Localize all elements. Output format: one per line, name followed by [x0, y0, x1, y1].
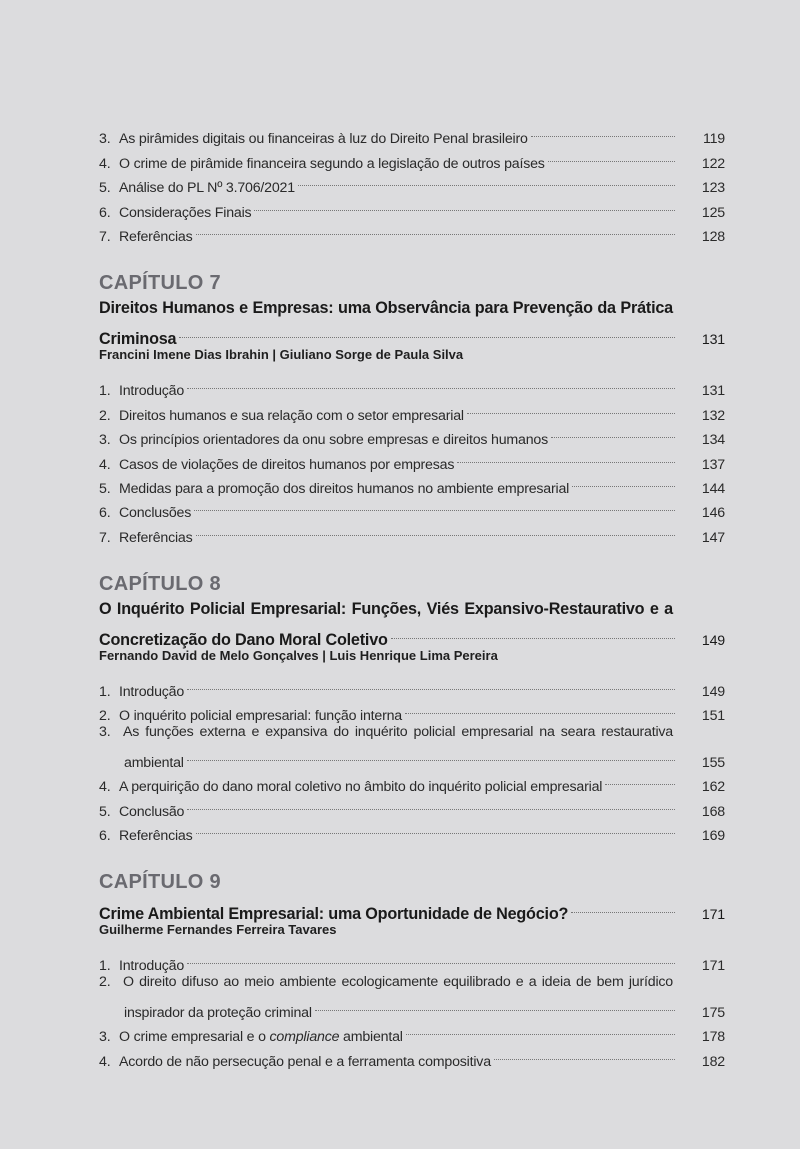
toc-entry[interactable]: 5. Conclusão 168: [99, 791, 725, 815]
dot-leader: [467, 395, 675, 419]
page-number: 131: [701, 331, 725, 348]
toc-entry[interactable]: 7. Referências 128: [99, 217, 725, 241]
dot-leader: [315, 995, 675, 1017]
chapter-authors: Francini Imene Dias Ibrahin | Giuliano Sorge de Paula Silva: [99, 346, 464, 362]
dot-leader: [548, 143, 675, 167]
chapter-9-section: [99, 869, 725, 1070]
toc-entry[interactable]: 1. Introdução 131: [99, 371, 725, 395]
chapter-authors: Guilherme Fernandes Ferreira Tavares: [99, 922, 337, 938]
dot-leader: [179, 320, 675, 344]
page-number: 128: [701, 228, 725, 245]
page-number: 123: [701, 180, 725, 197]
dot-leader: [187, 672, 675, 696]
dot-leader: [187, 791, 675, 815]
dot-leader: [571, 895, 675, 919]
chapter-label: CAPÍTULO 7: [99, 271, 221, 294]
dot-leader: [187, 946, 675, 970]
dot-leader: [605, 767, 675, 791]
toc-entry[interactable]: 3. As pirâmides digitais ou financeiras à luz do Direito Penal brasileiro 119: [99, 119, 725, 143]
dot-leader: [406, 1017, 675, 1041]
page-number: 162: [701, 779, 725, 796]
dot-leader: [187, 371, 675, 395]
toc-entry[interactable]: 6. Considerações Finais 125: [99, 192, 725, 216]
page-number: 155: [701, 754, 725, 771]
chapter-label: CAPÍTULO 8: [99, 572, 221, 595]
page-number: 171: [701, 958, 725, 975]
page-number: 125: [701, 204, 725, 221]
dot-leader: [572, 469, 675, 493]
dot-leader: [187, 745, 675, 767]
table-of-contents: [99, 119, 725, 1070]
toc-entry[interactable]: 2. O direito difuso ao meio ambiente ecologicamente equilibrado e a ideia de bem jurídico inspirador da proteção criminal 175: [99, 970, 725, 1016]
dot-leader: [391, 621, 675, 645]
toc-entry[interactable]: 2. Direitos humanos e sua relação com o setor empresarial 132: [99, 395, 725, 419]
page-number: 147: [701, 529, 725, 546]
chapter-title[interactable]: O Inquérito Policial Empresarial: Funções, Viés Expansivo-Restaurativo e a Concretização do Dano Moral Coletivo 149: [99, 597, 725, 645]
dot-leader: [194, 493, 675, 517]
chapter-8-section: [99, 571, 725, 845]
chapter-6-entries: [99, 119, 725, 245]
page-number: 171: [701, 907, 725, 924]
dot-leader: [254, 192, 675, 216]
toc-entry[interactable]: 3. As funções externa e expansiva do inquérito policial empresarial na seara restaurativa ambiental 155: [99, 720, 725, 766]
dot-leader: [196, 517, 675, 541]
chapter-title[interactable]: Direitos Humanos e Empresas: uma Observância para Prevenção da Prática Criminosa 131: [99, 296, 725, 344]
page-number: 149: [701, 684, 725, 701]
page-number: 178: [701, 1029, 725, 1046]
dot-leader: [457, 444, 675, 468]
toc-entry[interactable]: 7. Referências 147: [99, 517, 725, 541]
dot-leader: [196, 816, 675, 840]
page-number: 131: [701, 383, 725, 400]
page-number: 134: [701, 432, 725, 449]
page-number: 149: [701, 632, 725, 649]
chapter-authors: Fernando David de Melo Gonçalves | Luis Henrique Lima Pereira: [99, 647, 498, 663]
toc-entry[interactable]: 4. Casos de violações de direitos humanos por empresas 137: [99, 444, 725, 468]
toc-entry[interactable]: 1. Introdução 149: [99, 672, 725, 696]
dot-leader: [494, 1041, 675, 1065]
toc-entry[interactable]: 3. Os princípios orientadores da onu sobre empresas e direitos humanos 134: [99, 420, 725, 444]
toc-entry[interactable]: 5. Medidas para a promoção dos direitos humanos no ambiente empresarial 144: [99, 469, 725, 493]
page-number: 137: [701, 456, 725, 473]
page-number: 132: [701, 407, 725, 424]
dot-leader: [196, 217, 675, 241]
dot-leader: [298, 168, 675, 192]
dot-leader: [531, 119, 675, 143]
page-number: 151: [701, 708, 725, 725]
dot-leader: [551, 420, 675, 444]
chapter-label: CAPÍTULO 9: [99, 871, 221, 894]
page-number: 144: [701, 480, 725, 497]
toc-entry[interactable]: 3. O crime empresarial e o compliance ambiental 178: [99, 1017, 725, 1041]
page-number: 122: [701, 155, 725, 172]
toc-entry[interactable]: 6. Conclusões 146: [99, 493, 725, 517]
toc-entry[interactable]: 5. Análise do PL Nº 3.706/2021 123: [99, 168, 725, 192]
page-number: 182: [701, 1053, 725, 1070]
page-number: 175: [701, 1004, 725, 1021]
chapter-title[interactable]: Crime Ambiental Empresarial: uma Oportunidade de Negócio? 171: [99, 895, 725, 919]
chapter-7-section: [99, 270, 725, 546]
page-number: 169: [701, 828, 725, 845]
toc-entry[interactable]: 1. Introdução 171: [99, 946, 725, 970]
page-number: 119: [702, 131, 725, 148]
page-number: 146: [701, 505, 725, 522]
dot-leader: [405, 696, 675, 720]
toc-entry[interactable]: 4. O crime de pirâmide financeira segundo a legislação de outros países 122: [99, 143, 725, 167]
toc-entry[interactable]: 6. Referências 169: [99, 816, 725, 840]
toc-entry[interactable]: 4. A perquirição do dano moral coletivo no âmbito do inquérito policial empresarial 162: [99, 767, 725, 791]
toc-entry[interactable]: 2. O inquérito policial empresarial: função interna 151: [99, 696, 725, 720]
page-number: 168: [701, 803, 725, 820]
toc-entry[interactable]: 4. Acordo de não persecução penal e a ferramenta compositiva 182: [99, 1041, 725, 1065]
